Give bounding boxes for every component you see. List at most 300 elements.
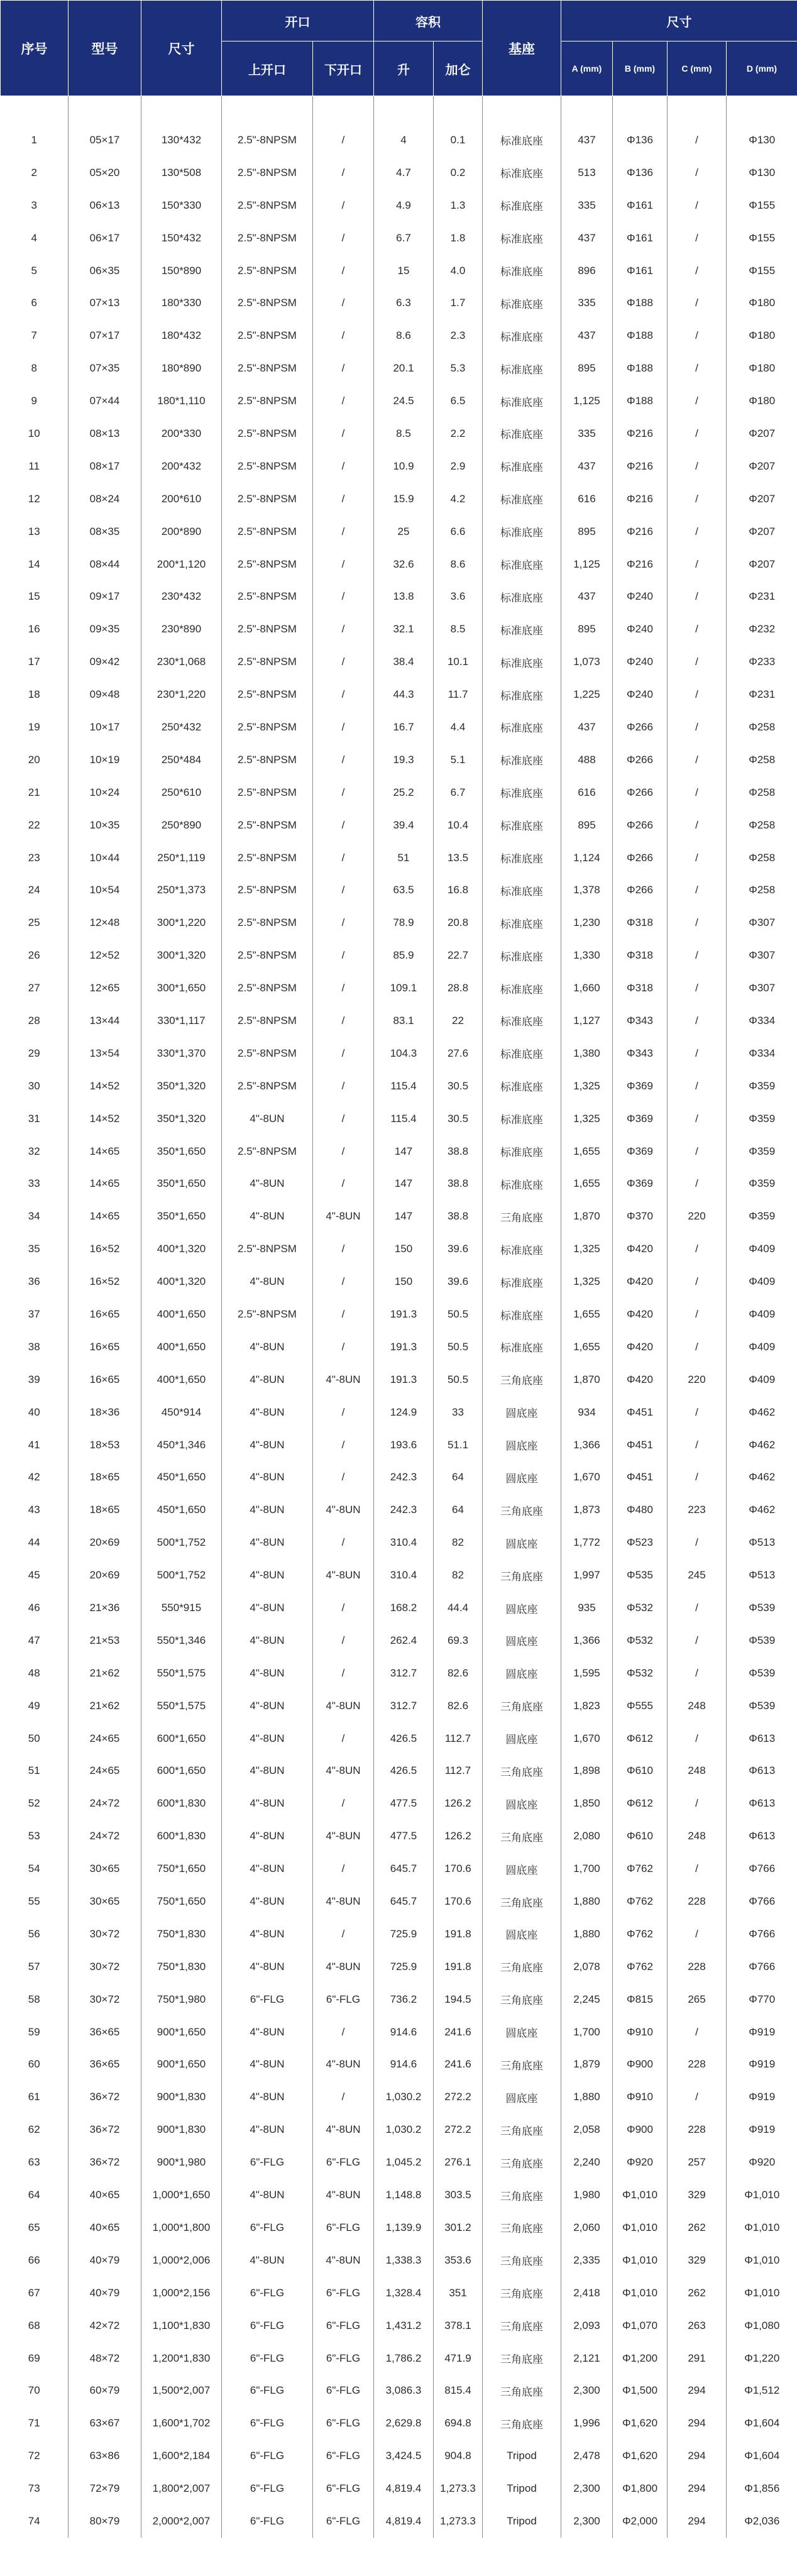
cell-model: 08×17 (69, 450, 141, 483)
cell-base: 标准底座 (483, 1135, 561, 1168)
cell-top-opening: 2.5"-8NPSM (222, 972, 313, 1005)
cell-dim-c: 262 (668, 2211, 727, 2244)
cell-bottom-opening: / (313, 646, 374, 678)
cell-dim-c: / (668, 1624, 727, 1657)
header-model: 型号 (69, 1, 141, 96)
cell-model: 30×72 (69, 1918, 141, 1951)
cell-liter: 25.2 (374, 776, 434, 809)
cell-gallon: 69.3 (434, 1624, 483, 1657)
cell-base: 标准底座 (483, 1103, 561, 1135)
cell-dim-d: Φ1,512 (727, 2374, 797, 2407)
table-row (1, 613, 797, 646)
cell-top-opening: 4"-8UN (222, 1494, 313, 1526)
cell-bottom-opening: / (313, 1592, 374, 1624)
cell-index: 15 (28, 590, 40, 603)
cell-dim-d: Φ766 (727, 1885, 797, 1918)
cell-gallon: 38.8 (434, 1200, 483, 1233)
cell-top-opening: 4"-8UN (222, 1820, 313, 1852)
cell-model: 18×65 (69, 1494, 141, 1526)
cell-gallon: 301.2 (434, 2211, 483, 2244)
cell-size: 1,200*1,830 (141, 2342, 222, 2375)
cell-model: 14×65 (69, 1168, 141, 1201)
cell-size: 330*1,370 (141, 1037, 222, 1070)
table-row (1, 2049, 797, 2081)
table-row (1, 744, 797, 776)
cell-model: 63×67 (69, 2407, 141, 2440)
cell-bottom-opening: / (313, 874, 374, 906)
cell-base: 三角底座 (483, 2113, 561, 2146)
cell-model: 24×72 (69, 1820, 141, 1852)
cell-dim-b: Φ318 (613, 906, 668, 939)
table-row (1, 1363, 797, 1396)
cell-gallon: 241.6 (434, 2016, 483, 2049)
cell-dim-a: 935 (561, 1592, 613, 1624)
cell-top-opening: 4"-8UN (222, 1526, 313, 1559)
cell-liter: 115.4 (374, 1103, 434, 1135)
cell-base: 三角底座 (483, 2407, 561, 2440)
cell-dim-b: Φ343 (613, 1037, 668, 1070)
cell-size: 300*1,220 (141, 906, 222, 939)
cell-dim-d: Φ409 (727, 1265, 797, 1298)
cell-dim-d: Φ258 (727, 776, 797, 809)
table-row (1, 2407, 797, 2440)
cell-base: 圆底座 (483, 1592, 561, 1624)
cell-size: 550*915 (141, 1592, 222, 1624)
cell-gallon: 51.1 (434, 1429, 483, 1461)
cell-model: 16×65 (69, 1331, 141, 1363)
cell-model: 12×48 (69, 906, 141, 939)
cell-liter: 147 (374, 1135, 434, 1168)
cell-liter: 3,424.5 (374, 2440, 434, 2472)
table-row (1, 319, 797, 352)
cell-dim-d: Φ539 (727, 1592, 797, 1624)
cell-model: 18×36 (69, 1396, 141, 1429)
cell-base: 标准底座 (483, 678, 561, 711)
cell-dim-a: 1,125 (561, 385, 613, 417)
cell-dim-a: 335 (561, 189, 613, 222)
cell-gallon: 3.6 (434, 580, 483, 613)
cell-bottom-opening: / (313, 255, 374, 287)
cell-dim-a: 437 (561, 711, 613, 744)
cell-index: 55 (28, 1895, 40, 1908)
cell-dim-a: 934 (561, 1396, 613, 1429)
cell-gallon: 82 (434, 1559, 483, 1592)
cell-liter: 115.4 (374, 1070, 434, 1103)
cell-model: 36×72 (69, 2113, 141, 2146)
cell-liter: 1,431.2 (374, 2309, 434, 2342)
cell-top-opening: 4"-8UN (222, 1951, 313, 1983)
cell-gallon: 191.8 (434, 1951, 483, 1983)
cell-top-opening: 2.5"-8NPSM (222, 450, 313, 483)
cell-size: 250*484 (141, 744, 222, 776)
cell-dim-b: Φ532 (613, 1657, 668, 1690)
cell-liter: 15 (374, 255, 434, 287)
cell-dim-d: Φ613 (727, 1820, 797, 1852)
cell-dim-c: / (668, 1526, 727, 1559)
cell-gallon: 6.7 (434, 776, 483, 809)
cell-dim-b: Φ136 (613, 157, 668, 189)
cell-size: 550*1,575 (141, 1657, 222, 1690)
table-row (1, 2244, 797, 2277)
cell-dim-b: Φ1,070 (613, 2309, 668, 2342)
cell-base: 圆底座 (483, 1787, 561, 1820)
cell-dim-b: Φ266 (613, 744, 668, 776)
cell-dim-a: 437 (561, 580, 613, 613)
cell-dim-d: Φ1,604 (727, 2440, 797, 2472)
cell-size: 1,000*2,156 (141, 2277, 222, 2309)
cell-top-opening: 6"-FLG (222, 2309, 313, 2342)
cell-bottom-opening: / (313, 711, 374, 744)
table-row (1, 1885, 797, 1918)
cell-top-opening: 6"-FLG (222, 2374, 313, 2407)
cell-base: 标准底座 (483, 906, 561, 939)
cell-dim-a: 1,880 (561, 1918, 613, 1951)
cell-base: 圆底座 (483, 1526, 561, 1559)
cell-index: 27 (28, 982, 40, 994)
cell-base: 标准底座 (483, 613, 561, 646)
cell-base: 标准底座 (483, 842, 561, 874)
cell-bottom-opening: 4"-8UN (313, 2244, 374, 2277)
cell-top-opening: 6"-FLG (222, 1983, 313, 2016)
cell-model: 36×72 (69, 2146, 141, 2179)
cell-liter: 310.4 (374, 1526, 434, 1559)
cell-dim-b: Φ240 (613, 613, 668, 646)
cell-gallon: 20.8 (434, 906, 483, 939)
cell-base: 三角底座 (483, 1755, 561, 1788)
cell-size: 200*432 (141, 450, 222, 483)
cell-dim-b: Φ318 (613, 972, 668, 1005)
cell-dim-b: Φ762 (613, 1918, 668, 1951)
cell-top-opening: 6"-FLG (222, 2342, 313, 2375)
cell-bottom-opening: 4"-8UN (313, 2179, 374, 2211)
table-row (1, 1494, 797, 1526)
cell-top-opening: 2.5"-8NPSM (222, 646, 313, 678)
cell-index: 12 (28, 492, 40, 505)
cell-dim-b: Φ161 (613, 255, 668, 287)
cell-model: 08×24 (69, 483, 141, 515)
cell-base: 圆底座 (483, 1624, 561, 1657)
cell-liter: 725.9 (374, 1951, 434, 1983)
cell-base: 三角底座 (483, 2374, 561, 2407)
cell-dim-b: Φ266 (613, 711, 668, 744)
cell-top-opening: 2.5"-8NPSM (222, 222, 313, 255)
cell-bottom-opening: 4"-8UN (313, 1690, 374, 1722)
table-row (1, 1233, 797, 1265)
cell-model: 30×72 (69, 1983, 141, 2016)
cell-dim-b: Φ900 (613, 2113, 668, 2146)
cell-dim-b: Φ266 (613, 776, 668, 809)
table-row (1, 1135, 797, 1168)
cell-base: 标准底座 (483, 1298, 561, 1331)
cell-dim-c: / (668, 874, 727, 906)
cell-dim-a: 335 (561, 287, 613, 319)
table-row (1, 2472, 797, 2505)
cell-bottom-opening: 6"-FLG (313, 2440, 374, 2472)
cell-size: 400*1,650 (141, 1298, 222, 1331)
header-dim-d: D (mm) (727, 41, 797, 96)
cell-base: 标准底座 (483, 1070, 561, 1103)
cell-liter: 39.4 (374, 809, 434, 842)
cell-bottom-opening: / (313, 2081, 374, 2113)
cell-bottom-opening: / (313, 189, 374, 222)
cell-index: 62 (28, 2123, 40, 2136)
cell-bottom-opening: 4"-8UN (313, 1494, 374, 1526)
cell-dim-b: Φ369 (613, 1168, 668, 1201)
cell-dim-a: 1,898 (561, 1755, 613, 1788)
cell-bottom-opening: / (313, 222, 374, 255)
cell-size: 350*1,320 (141, 1070, 222, 1103)
cell-model: 30×65 (69, 1852, 141, 1885)
cell-dim-c: / (668, 483, 727, 515)
cell-dim-d: Φ766 (727, 1951, 797, 1983)
cell-index: 1 (31, 133, 37, 146)
cell-base: 标准底座 (483, 352, 561, 385)
cell-dim-a: 895 (561, 613, 613, 646)
cell-dim-a: 488 (561, 744, 613, 776)
cell-liter: 1,148.8 (374, 2179, 434, 2211)
cell-size: 750*1,650 (141, 1852, 222, 1885)
cell-dim-a: 895 (561, 515, 613, 548)
cell-dim-c: / (668, 1852, 727, 1885)
table-row (1, 385, 797, 417)
header-liter: 升 (374, 41, 434, 96)
cell-liter: 8.6 (374, 319, 434, 352)
cell-dim-c: / (668, 1298, 727, 1331)
cell-top-opening: 4"-8UN (222, 2244, 313, 2277)
cell-top-opening: 2.5"-8NPSM (222, 842, 313, 874)
cell-dim-d: Φ232 (727, 613, 797, 646)
cell-bottom-opening: / (313, 1265, 374, 1298)
cell-size: 130*432 (141, 124, 222, 157)
cell-gallon: 2.2 (434, 417, 483, 450)
cell-dim-d: Φ766 (727, 1852, 797, 1885)
cell-dim-d: Φ1,010 (727, 2277, 797, 2309)
cell-gallon: 1,273.3 (434, 2472, 483, 2505)
cell-dim-d: Φ1,856 (727, 2472, 797, 2505)
cell-index: 5 (31, 264, 37, 277)
cell-liter: 242.3 (374, 1494, 434, 1526)
table-row (1, 1657, 797, 1690)
cell-top-opening: 2.5"-8NPSM (222, 906, 313, 939)
cell-base: 三角底座 (483, 2277, 561, 2309)
cell-index: 41 (28, 1438, 40, 1451)
cell-dim-d: Φ409 (727, 1363, 797, 1396)
cell-index: 69 (28, 2352, 40, 2364)
cell-gallon: 11.7 (434, 678, 483, 711)
cell-bottom-opening: / (313, 1461, 374, 1494)
cell-dim-a: 437 (561, 222, 613, 255)
cell-dim-b: Φ266 (613, 874, 668, 906)
cell-dim-b: Φ216 (613, 548, 668, 581)
table-row (1, 1265, 797, 1298)
cell-index: 61 (28, 2091, 40, 2103)
header-opening: 开口 (222, 1, 374, 41)
cell-dim-b: Φ555 (613, 1690, 668, 1722)
cell-dim-a: 2,300 (561, 2505, 613, 2538)
cell-bottom-opening: 4"-8UN (313, 2049, 374, 2081)
cell-dim-a: 1,823 (561, 1690, 613, 1722)
cell-dim-b: Φ900 (613, 2049, 668, 2081)
cell-base: 标准底座 (483, 809, 561, 842)
cell-model: 06×13 (69, 189, 141, 222)
cell-dim-a: 2,245 (561, 1983, 613, 2016)
cell-model: 20×69 (69, 1526, 141, 1559)
cell-gallon: 82 (434, 1526, 483, 1559)
table-row (1, 1755, 797, 1788)
cell-size: 1,000*1,650 (141, 2179, 222, 2211)
cell-size: 180*890 (141, 352, 222, 385)
cell-model: 08×44 (69, 548, 141, 581)
cell-dim-d: Φ258 (727, 809, 797, 842)
cell-dim-c: / (668, 1037, 727, 1070)
cell-dim-d: Φ1,010 (727, 2211, 797, 2244)
cell-top-opening: 2.5"-8NPSM (222, 1005, 313, 1037)
cell-dim-c: / (668, 1592, 727, 1624)
cell-gallon: 378.1 (434, 2309, 483, 2342)
cell-model: 07×44 (69, 385, 141, 417)
cell-gallon: 0.2 (434, 157, 483, 189)
cell-dim-a: 1,230 (561, 906, 613, 939)
cell-top-opening: 4"-8UN (222, 1396, 313, 1429)
cell-top-opening: 4"-8UN (222, 2081, 313, 2113)
cell-dim-c: / (668, 1722, 727, 1755)
cell-size: 1,600*1,702 (141, 2407, 222, 2440)
cell-gallon: 30.5 (434, 1103, 483, 1135)
table-row (1, 939, 797, 972)
cell-index: 70 (28, 2384, 40, 2397)
cell-gallon: 353.6 (434, 2244, 483, 2277)
cell-dim-b: Φ762 (613, 1885, 668, 1918)
cell-liter: 193.6 (374, 1429, 434, 1461)
header-index: 序号 (1, 1, 69, 96)
cell-bottom-opening: / (313, 1526, 374, 1559)
table-row (1, 1461, 797, 1494)
cell-bottom-opening: / (313, 417, 374, 450)
cell-model: 24×65 (69, 1722, 141, 1755)
cell-model: 40×79 (69, 2277, 141, 2309)
cell-dim-d: Φ2,036 (727, 2505, 797, 2538)
cell-base: Tripod (483, 2472, 561, 2505)
cell-base: 标准底座 (483, 646, 561, 678)
cell-dim-d: Φ155 (727, 222, 797, 255)
cell-dim-d: Φ307 (727, 906, 797, 939)
cell-base: 标准底座 (483, 1265, 561, 1298)
cell-bottom-opening: 6"-FLG (313, 2146, 374, 2179)
cell-top-opening: 4"-8UN (222, 1592, 313, 1624)
cell-dim-a: 1,325 (561, 1103, 613, 1135)
cell-top-opening: 2.5"-8NPSM (222, 776, 313, 809)
cell-index: 64 (28, 2189, 40, 2201)
cell-liter: 4.7 (374, 157, 434, 189)
cell-dim-d: Φ130 (727, 124, 797, 157)
cell-base: 圆底座 (483, 2081, 561, 2113)
cell-dim-c: 223 (668, 1494, 727, 1526)
cell-size: 150*432 (141, 222, 222, 255)
cell-index: 50 (28, 1732, 40, 1744)
cell-gallon: 39.6 (434, 1233, 483, 1265)
cell-index: 23 (28, 851, 40, 864)
cell-liter: 150 (374, 1233, 434, 1265)
cell-top-opening: 2.5"-8NPSM (222, 1233, 313, 1265)
cell-dim-a: 2,300 (561, 2472, 613, 2505)
cell-dim-b: Φ240 (613, 580, 668, 613)
cell-bottom-opening: / (313, 1624, 374, 1657)
cell-dim-a: 437 (561, 319, 613, 352)
cell-gallon: 10.1 (434, 646, 483, 678)
cell-base: 标准底座 (483, 744, 561, 776)
cell-base: 三角底座 (483, 2146, 561, 2179)
cell-size: 230*1,068 (141, 646, 222, 678)
cell-base: 三角底座 (483, 2179, 561, 2211)
cell-index: 66 (28, 2254, 40, 2266)
cell-dim-a: 1,870 (561, 1200, 613, 1233)
cell-index: 47 (28, 1634, 40, 1646)
cell-dim-c: 228 (668, 1951, 727, 1983)
cell-size: 300*1,320 (141, 939, 222, 972)
cell-dim-d: Φ155 (727, 189, 797, 222)
cell-dim-b: Φ369 (613, 1070, 668, 1103)
cell-top-opening: 2.5"-8NPSM (222, 1135, 313, 1168)
table-row (1, 1820, 797, 1852)
cell-model: 36×65 (69, 2016, 141, 2049)
cell-size: 1,000*2,006 (141, 2244, 222, 2277)
cell-dim-d: Φ180 (727, 385, 797, 417)
cell-base: 标准底座 (483, 515, 561, 548)
cell-top-opening: 2.5"-8NPSM (222, 255, 313, 287)
cell-bottom-opening: 6"-FLG (313, 2505, 374, 2538)
cell-dim-c: 220 (668, 1363, 727, 1396)
cell-liter: 16.7 (374, 711, 434, 744)
cell-dim-c: / (668, 1168, 727, 1201)
cell-bottom-opening: / (313, 1396, 374, 1429)
cell-dim-c: / (668, 809, 727, 842)
cell-bottom-opening: / (313, 842, 374, 874)
cell-base: 三角底座 (483, 2049, 561, 2081)
cell-dim-a: 1,325 (561, 1233, 613, 1265)
cell-liter: 914.6 (374, 2049, 434, 2081)
cell-liter: 44.3 (374, 678, 434, 711)
cell-gallon: 1,273.3 (434, 2505, 483, 2538)
cell-dim-a: 1,870 (561, 1363, 613, 1396)
cell-index: 43 (28, 1504, 40, 1516)
cell-model: 05×17 (69, 124, 141, 157)
cell-dim-d: Φ513 (727, 1559, 797, 1592)
cell-dim-b: Φ1,010 (613, 2179, 668, 2211)
cell-dim-b: Φ1,500 (613, 2374, 668, 2407)
cell-bottom-opening: / (313, 2016, 374, 2049)
cell-top-opening: 2.5"-8NPSM (222, 711, 313, 744)
cell-size: 250*890 (141, 809, 222, 842)
table-row (1, 580, 797, 613)
cell-model: 08×35 (69, 515, 141, 548)
cell-dim-b: Φ216 (613, 515, 668, 548)
cell-dim-d: Φ1,080 (727, 2309, 797, 2342)
cell-bottom-opening: / (313, 1657, 374, 1690)
cell-gallon: 5.3 (434, 352, 483, 385)
cell-dim-c: 248 (668, 1690, 727, 1722)
cell-bottom-opening: 6"-FLG (313, 2309, 374, 2342)
cell-top-opening: 4"-8UN (222, 1331, 313, 1363)
cell-index: 40 (28, 1406, 40, 1418)
cell-base: 标准底座 (483, 222, 561, 255)
cell-index: 39 (28, 1373, 40, 1385)
cell-dim-c: / (668, 124, 727, 157)
cell-liter: 191.3 (374, 1331, 434, 1363)
cell-bottom-opening: / (313, 1331, 374, 1363)
cell-gallon: 1.8 (434, 222, 483, 255)
cell-base: 标准底座 (483, 1168, 561, 1201)
cell-model: 06×35 (69, 255, 141, 287)
